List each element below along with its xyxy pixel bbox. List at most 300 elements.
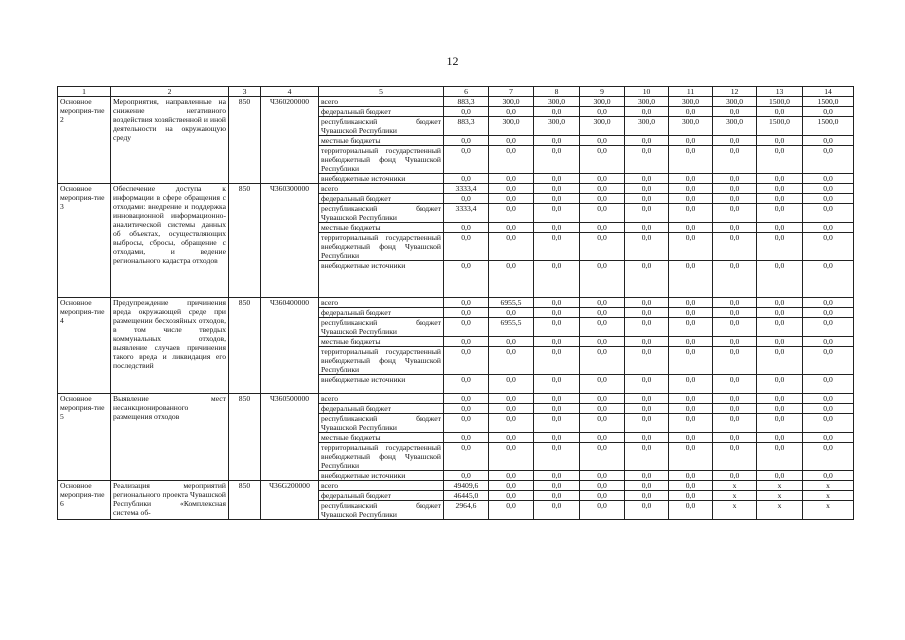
amount-cell: 300,0 <box>534 117 580 136</box>
amount-cell: 0,0 <box>625 347 669 375</box>
amount-cell: 46445,0 <box>444 491 489 501</box>
budget-table <box>57 86 854 520</box>
amount-cell: 0,0 <box>625 204 669 223</box>
amount-cell: 0,0 <box>580 223 625 233</box>
amount-cell: 0,0 <box>580 136 625 146</box>
amount-cell: 0,0 <box>669 136 713 146</box>
activity-name: Основное мероприя-тие 4 <box>58 298 111 394</box>
column-number: 12 <box>713 87 757 97</box>
amount-cell: x <box>713 501 757 520</box>
amount-cell: 0,0 <box>580 174 625 184</box>
funding-source: федеральный бюджет <box>319 107 444 117</box>
amount-cell: x <box>803 501 854 520</box>
amount-cell: 0,0 <box>757 414 803 433</box>
activity-name: Основное мероприя-тие 6 <box>58 481 111 520</box>
funding-source: всего <box>319 394 444 404</box>
amount-cell: 0,0 <box>444 404 489 414</box>
amount-cell: 0,0 <box>625 223 669 233</box>
amount-cell: 0,0 <box>489 471 534 481</box>
amount-cell: 0,0 <box>803 194 854 204</box>
amount-cell: 0,0 <box>669 184 713 194</box>
amount-cell: 0,0 <box>444 318 489 337</box>
amount-cell: 0,0 <box>580 318 625 337</box>
funding-source: внебюджетные источники <box>319 261 444 298</box>
amount-cell: 0,0 <box>757 184 803 194</box>
amount-cell: 0,0 <box>713 347 757 375</box>
amount-cell: 0,0 <box>580 337 625 347</box>
funding-source: внебюджетные источники <box>319 174 444 184</box>
amount-cell: 0,0 <box>713 298 757 308</box>
amount-cell: 0,0 <box>444 347 489 375</box>
column-number: 9 <box>580 87 625 97</box>
amount-cell: 0,0 <box>803 414 854 433</box>
amount-cell: 0,0 <box>534 261 580 298</box>
amount-cell: 0,0 <box>669 223 713 233</box>
activity-name: Основное мероприя-тие 2 <box>58 97 111 184</box>
column-number: 4 <box>261 87 319 97</box>
amount-cell: 0,0 <box>669 471 713 481</box>
amount-cell: 2964,6 <box>444 501 489 520</box>
amount-cell: 0,0 <box>669 433 713 443</box>
table-row <box>58 481 854 491</box>
amount-cell: 0,0 <box>803 174 854 184</box>
amount-cell: 0,0 <box>803 204 854 223</box>
amount-cell: 0,0 <box>713 261 757 298</box>
amount-cell: 0,0 <box>580 404 625 414</box>
amount-cell: 0,0 <box>580 471 625 481</box>
amount-cell: 0,0 <box>757 394 803 404</box>
amount-cell: 3333,4 <box>444 204 489 223</box>
amount-cell: 0,0 <box>625 375 669 394</box>
amount-cell: 3333,4 <box>444 184 489 194</box>
amount-cell: 0,0 <box>669 261 713 298</box>
activity-csr: Ч360200000 <box>261 97 319 184</box>
amount-cell: 0,0 <box>489 375 534 394</box>
amount-cell: 0,0 <box>444 233 489 261</box>
amount-cell: 0,0 <box>713 337 757 347</box>
amount-cell: 883,3 <box>444 117 489 136</box>
amount-cell: 0,0 <box>669 491 713 501</box>
amount-cell: 0,0 <box>713 223 757 233</box>
amount-cell: 0,0 <box>757 471 803 481</box>
funding-source: территориальный государственный внебюджетный фонд Чувашской Республики <box>319 146 444 174</box>
amount-cell: 0,0 <box>713 107 757 117</box>
amount-cell: 0,0 <box>444 298 489 308</box>
amount-cell: 0,0 <box>489 146 534 174</box>
amount-cell: 0,0 <box>534 443 580 471</box>
amount-cell: 0,0 <box>580 501 625 520</box>
amount-cell: 0,0 <box>713 146 757 174</box>
amount-cell: 0,0 <box>444 433 489 443</box>
amount-cell: 0,0 <box>580 414 625 433</box>
activity-description: Реализация мероприятий регионального проекта Чувашской Республики «Комплексная система об- <box>111 481 229 520</box>
amount-cell: 0,0 <box>757 443 803 471</box>
activity-csr: Ч360500000 <box>261 394 319 481</box>
amount-cell: 0,0 <box>757 107 803 117</box>
amount-cell: 0,0 <box>803 136 854 146</box>
funding-source: местные бюджеты <box>319 433 444 443</box>
amount-cell: 0,0 <box>803 146 854 174</box>
amount-cell: 0,0 <box>625 414 669 433</box>
amount-cell: 0,0 <box>625 233 669 261</box>
amount-cell: 0,0 <box>444 146 489 174</box>
amount-cell: 0,0 <box>625 394 669 404</box>
funding-source: республиканский бюджет Чувашской Республики <box>319 501 444 520</box>
amount-cell: 300,0 <box>669 97 713 107</box>
amount-cell: 0,0 <box>534 223 580 233</box>
amount-cell: 0,0 <box>580 433 625 443</box>
amount-cell: 0,0 <box>625 107 669 117</box>
amount-cell: 0,0 <box>713 471 757 481</box>
amount-cell: 0,0 <box>757 298 803 308</box>
column-number: 3 <box>229 87 261 97</box>
column-number: 1 <box>58 87 111 97</box>
amount-cell: 0,0 <box>757 136 803 146</box>
amount-cell: 0,0 <box>444 443 489 471</box>
amount-cell: 0,0 <box>757 204 803 223</box>
amount-cell: 300,0 <box>489 117 534 136</box>
amount-cell: 0,0 <box>489 136 534 146</box>
amount-cell: 0,0 <box>534 194 580 204</box>
amount-cell: 0,0 <box>489 261 534 298</box>
amount-cell: 1500,0 <box>803 117 854 136</box>
amount-cell: 0,0 <box>669 308 713 318</box>
amount-cell: 0,0 <box>489 433 534 443</box>
amount-cell: 0,0 <box>757 404 803 414</box>
amount-cell: 0,0 <box>803 347 854 375</box>
amount-cell: 0,0 <box>803 443 854 471</box>
funding-source: территориальный государственный внебюджетный фонд Чувашской Республики <box>319 347 444 375</box>
funding-source: федеральный бюджет <box>319 308 444 318</box>
amount-cell: 0,0 <box>444 337 489 347</box>
amount-cell: 0,0 <box>669 204 713 223</box>
amount-cell: 300,0 <box>580 97 625 107</box>
page-number: 12 <box>446 54 459 68</box>
amount-cell: 0,0 <box>713 194 757 204</box>
amount-cell: 0,0 <box>444 394 489 404</box>
amount-cell: 0,0 <box>625 194 669 204</box>
amount-cell: 0,0 <box>713 174 757 184</box>
funding-source: всего <box>319 97 444 107</box>
amount-cell: 0,0 <box>489 337 534 347</box>
amount-cell: 0,0 <box>625 404 669 414</box>
activity-name: Основное мероприя-тие 3 <box>58 184 111 298</box>
amount-cell: 0,0 <box>534 501 580 520</box>
amount-cell: 300,0 <box>625 117 669 136</box>
amount-cell: 0,0 <box>625 174 669 184</box>
amount-cell: 0,0 <box>444 107 489 117</box>
amount-cell: 0,0 <box>669 194 713 204</box>
amount-cell: 0,0 <box>444 471 489 481</box>
amount-cell: 0,0 <box>669 501 713 520</box>
amount-cell: 0,0 <box>534 107 580 117</box>
amount-cell: 0,0 <box>803 233 854 261</box>
amount-cell: 0,0 <box>580 146 625 174</box>
amount-cell: x <box>713 481 757 491</box>
amount-cell: 0,0 <box>625 443 669 471</box>
amount-cell: 300,0 <box>625 97 669 107</box>
amount-cell: 0,0 <box>534 481 580 491</box>
funding-source: всего <box>319 184 444 194</box>
funding-source: территориальный государственный внебюджетный фонд Чувашской Республики <box>319 443 444 471</box>
amount-cell: 300,0 <box>489 97 534 107</box>
amount-cell: 0,0 <box>757 174 803 184</box>
funding-source: местные бюджеты <box>319 337 444 347</box>
amount-cell: 0,0 <box>444 194 489 204</box>
amount-cell: 0,0 <box>489 481 534 491</box>
column-number: 13 <box>757 87 803 97</box>
funding-source: внебюджетные источники <box>319 375 444 394</box>
activity-description: Обеспечение доступа к информации в сфере обращения с отходами: внедрение и поддержка инновационной информационно-аналитической системы данных об объектах, осуществляющих выбросы, сбросы, обращение с отходами, и ведение регионального кадастра отходов <box>111 184 229 298</box>
column-number: 7 <box>489 87 534 97</box>
amount-cell: 0,0 <box>489 223 534 233</box>
amount-cell: 0,0 <box>803 308 854 318</box>
column-number: 10 <box>625 87 669 97</box>
amount-cell: 0,0 <box>489 194 534 204</box>
amount-cell: 0,0 <box>625 318 669 337</box>
table-row <box>58 184 854 194</box>
amount-cell: 0,0 <box>580 491 625 501</box>
amount-cell: 0,0 <box>534 233 580 261</box>
amount-cell: 0,0 <box>534 375 580 394</box>
amount-cell: 0,0 <box>625 471 669 481</box>
amount-cell: 0,0 <box>803 107 854 117</box>
amount-cell: 1500,0 <box>757 117 803 136</box>
amount-cell: 0,0 <box>713 443 757 471</box>
funding-source: всего <box>319 298 444 308</box>
amount-cell: 0,0 <box>444 375 489 394</box>
amount-cell: 0,0 <box>625 308 669 318</box>
amount-cell: 0,0 <box>625 146 669 174</box>
amount-cell: 0,0 <box>669 481 713 491</box>
amount-cell: 0,0 <box>489 394 534 404</box>
amount-cell: 0,0 <box>534 136 580 146</box>
activity-description: Выявление мест несанкционированного размещения отходов <box>111 394 229 481</box>
amount-cell: 0,0 <box>534 308 580 318</box>
amount-cell: x <box>803 481 854 491</box>
amount-cell: 0,0 <box>489 204 534 223</box>
amount-cell: 0,0 <box>534 491 580 501</box>
amount-cell: 0,0 <box>757 375 803 394</box>
amount-cell: 0,0 <box>580 481 625 491</box>
amount-cell: 0,0 <box>444 136 489 146</box>
amount-cell: 0,0 <box>669 337 713 347</box>
amount-cell: 0,0 <box>713 233 757 261</box>
amount-cell: 0,0 <box>580 443 625 471</box>
activity-code: 850 <box>229 481 261 520</box>
activity-description: Предупреждение причинения вреда окружающей среде при размещении бесхозяйных отходов, в том числе твердых коммунальных отходов, выявление случаев причинения такого вреда и ликвидация его последствий <box>111 298 229 394</box>
amount-cell: 0,0 <box>757 347 803 375</box>
amount-cell: 0,0 <box>669 414 713 433</box>
amount-cell: 0,0 <box>534 404 580 414</box>
amount-cell: 0,0 <box>713 414 757 433</box>
amount-cell: 0,0 <box>534 394 580 404</box>
amount-cell: 0,0 <box>489 308 534 318</box>
amount-cell: 0,0 <box>625 491 669 501</box>
funding-source: федеральный бюджет <box>319 491 444 501</box>
funding-source: территориальный государственный внебюджетный фонд Чувашской Республики <box>319 233 444 261</box>
amount-cell: 0,0 <box>803 223 854 233</box>
table-row <box>58 97 854 107</box>
amount-cell: 0,0 <box>669 347 713 375</box>
amount-cell: 0,0 <box>713 136 757 146</box>
amount-cell: 0,0 <box>803 394 854 404</box>
amount-cell: 0,0 <box>669 443 713 471</box>
table-row <box>58 394 854 404</box>
amount-cell: 0,0 <box>534 433 580 443</box>
amount-cell: 0,0 <box>534 174 580 184</box>
amount-cell: 0,0 <box>713 318 757 337</box>
amount-cell: 0,0 <box>669 318 713 337</box>
amount-cell: 0,0 <box>580 298 625 308</box>
amount-cell: 0,0 <box>803 433 854 443</box>
amount-cell: 0,0 <box>803 261 854 298</box>
amount-cell: x <box>713 491 757 501</box>
funding-source: республиканский бюджет Чувашской Республики <box>319 204 444 223</box>
amount-cell: 49409,6 <box>444 481 489 491</box>
amount-cell: 0,0 <box>757 146 803 174</box>
amount-cell: 0,0 <box>713 404 757 414</box>
activity-code: 850 <box>229 184 261 298</box>
amount-cell: 0,0 <box>669 146 713 174</box>
amount-cell: 0,0 <box>580 204 625 223</box>
amount-cell: 0,0 <box>803 298 854 308</box>
table-body <box>58 97 854 520</box>
amount-cell: 0,0 <box>580 107 625 117</box>
amount-cell: 0,0 <box>534 204 580 223</box>
amount-cell: 0,0 <box>669 375 713 394</box>
amount-cell: 0,0 <box>534 146 580 174</box>
amount-cell: x <box>757 481 803 491</box>
amount-cell: 0,0 <box>534 184 580 194</box>
funding-source: всего <box>319 481 444 491</box>
amount-cell: 0,0 <box>669 404 713 414</box>
funding-source: внебюджетные источники <box>319 471 444 481</box>
amount-cell: x <box>757 491 803 501</box>
amount-cell: 0,0 <box>625 298 669 308</box>
amount-cell: 0,0 <box>580 308 625 318</box>
amount-cell: 300,0 <box>669 117 713 136</box>
amount-cell: 0,0 <box>713 308 757 318</box>
amount-cell: 0,0 <box>625 136 669 146</box>
funding-source: федеральный бюджет <box>319 194 444 204</box>
amount-cell: 300,0 <box>713 97 757 107</box>
amount-cell: 883,3 <box>444 97 489 107</box>
amount-cell: 0,0 <box>669 233 713 261</box>
amount-cell: 0,0 <box>489 174 534 184</box>
amount-cell: 0,0 <box>489 443 534 471</box>
amount-cell: 0,0 <box>580 233 625 261</box>
amount-cell: 0,0 <box>580 394 625 404</box>
amount-cell: 0,0 <box>444 414 489 433</box>
amount-cell: 0,0 <box>803 471 854 481</box>
amount-cell: 0,0 <box>669 394 713 404</box>
funding-source: местные бюджеты <box>319 136 444 146</box>
amount-cell: 0,0 <box>489 107 534 117</box>
funding-source: республиканский бюджет Чувашской Республики <box>319 117 444 136</box>
amount-cell: 0,0 <box>625 261 669 298</box>
amount-cell: 0,0 <box>713 204 757 223</box>
amount-cell: 0,0 <box>625 184 669 194</box>
amount-cell: 0,0 <box>757 233 803 261</box>
column-number: 6 <box>444 87 489 97</box>
amount-cell: 1500,0 <box>803 97 854 107</box>
amount-cell: 300,0 <box>534 97 580 107</box>
amount-cell: 0,0 <box>803 318 854 337</box>
amount-cell: 0,0 <box>713 184 757 194</box>
amount-cell: 0,0 <box>444 308 489 318</box>
amount-cell: 0,0 <box>757 433 803 443</box>
amount-cell: 0,0 <box>534 298 580 308</box>
activity-csr: Ч36G200000 <box>261 481 319 520</box>
amount-cell: 0,0 <box>803 404 854 414</box>
amount-cell: 0,0 <box>444 261 489 298</box>
activity-code: 850 <box>229 394 261 481</box>
activity-csr: Ч360300000 <box>261 184 319 298</box>
amount-cell: x <box>757 501 803 520</box>
amount-cell: 0,0 <box>713 394 757 404</box>
amount-cell: 0,0 <box>580 375 625 394</box>
column-number: 8 <box>534 87 580 97</box>
amount-cell: 0,0 <box>669 174 713 184</box>
amount-cell: x <box>803 491 854 501</box>
amount-cell: 0,0 <box>489 233 534 261</box>
column-number-row <box>58 87 854 97</box>
amount-cell: 0,0 <box>669 298 713 308</box>
amount-cell: 0,0 <box>489 347 534 375</box>
amount-cell: 0,0 <box>580 261 625 298</box>
amount-cell: 6955,5 <box>489 298 534 308</box>
amount-cell: 0,0 <box>444 174 489 184</box>
amount-cell: 0,0 <box>489 184 534 194</box>
amount-cell: 300,0 <box>580 117 625 136</box>
amount-cell: 0,0 <box>489 491 534 501</box>
amount-cell: 0,0 <box>669 107 713 117</box>
amount-cell: 300,0 <box>713 117 757 136</box>
amount-cell: 0,0 <box>803 337 854 347</box>
amount-cell: 0,0 <box>534 318 580 337</box>
column-number: 11 <box>669 87 713 97</box>
amount-cell: 0,0 <box>625 501 669 520</box>
column-number: 14 <box>803 87 854 97</box>
funding-source: республиканский бюджет Чувашской Республики <box>319 318 444 337</box>
amount-cell: 0,0 <box>803 375 854 394</box>
column-number: 2 <box>111 87 229 97</box>
amount-cell: 0,0 <box>489 414 534 433</box>
amount-cell: 0,0 <box>625 481 669 491</box>
amount-cell: 0,0 <box>580 194 625 204</box>
column-number: 5 <box>319 87 444 97</box>
funding-source: республиканский бюджет Чувашской Республики <box>319 414 444 433</box>
amount-cell: 0,0 <box>534 414 580 433</box>
activity-name: Основное мероприя-тие 5 <box>58 394 111 481</box>
amount-cell: 0,0 <box>625 433 669 443</box>
table-row <box>58 298 854 308</box>
amount-cell: 0,0 <box>534 471 580 481</box>
amount-cell: 0,0 <box>757 194 803 204</box>
funding-source: местные бюджеты <box>319 223 444 233</box>
amount-cell: 0,0 <box>757 223 803 233</box>
activity-description: Мероприятия, направленные на снижение негативного воздействия хозяйственной и иной деятельности на окружающую среду <box>111 97 229 184</box>
amount-cell: 1500,0 <box>757 97 803 107</box>
amount-cell: 0,0 <box>489 404 534 414</box>
amount-cell: 0,0 <box>580 184 625 194</box>
amount-cell: 0,0 <box>713 433 757 443</box>
amount-cell: 0,0 <box>757 308 803 318</box>
funding-source: федеральный бюджет <box>319 404 444 414</box>
amount-cell: 0,0 <box>803 184 854 194</box>
amount-cell: 0,0 <box>534 347 580 375</box>
